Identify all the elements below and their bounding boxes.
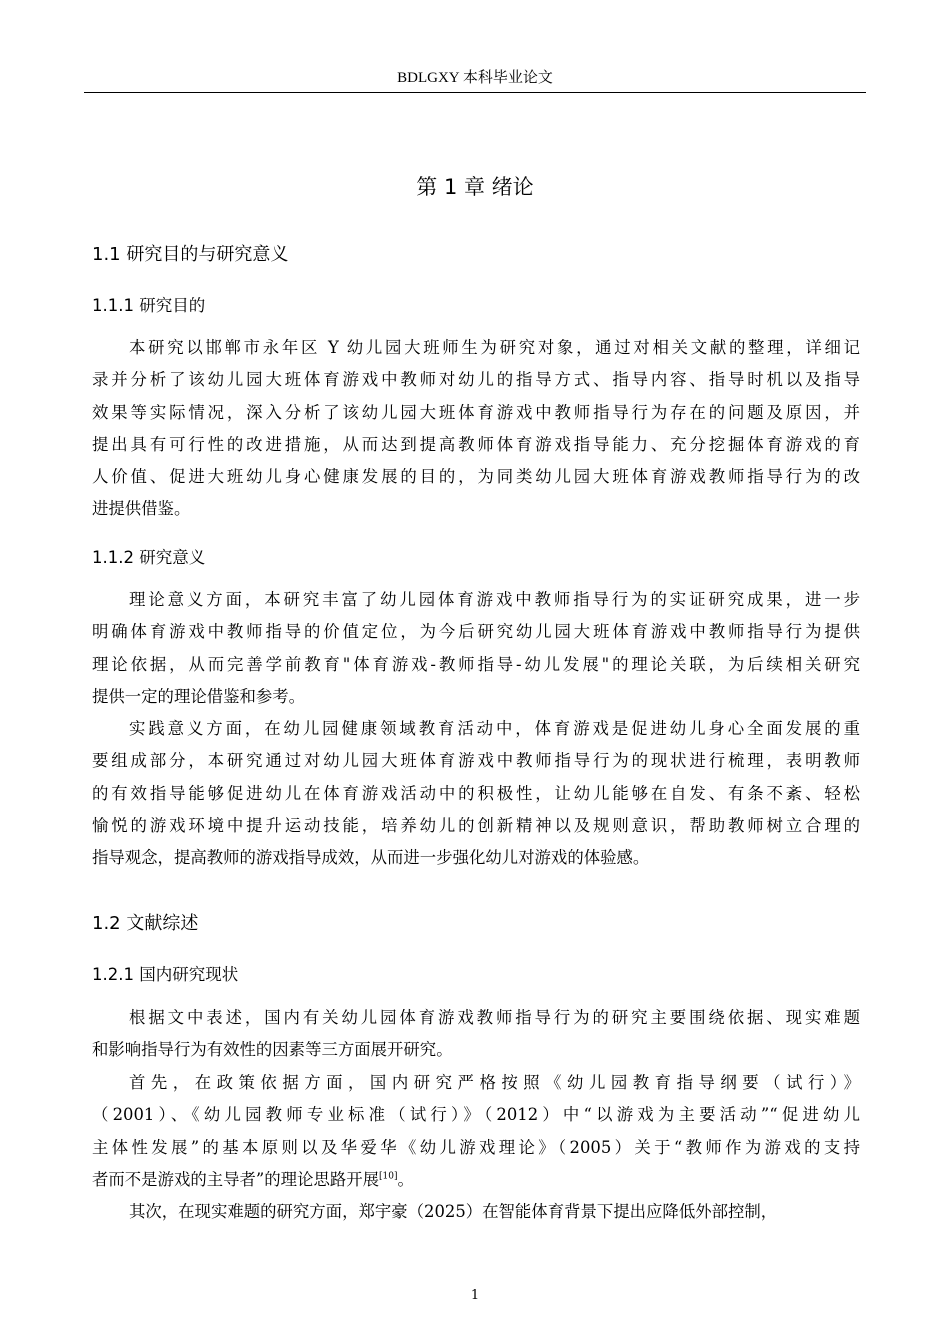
paragraph-line: 效果等实际情况，深入分析了该幼儿园大班体育游戏中教师指导行为存在的问题及原因，并 (92, 402, 860, 422)
paragraph-line (92, 1164, 860, 1196)
paragraph-line: 愉悦的游戏环境中提升运动技能，培养幼儿的创新精神以及规则意识，帮助教师树立合理的 (92, 815, 860, 835)
paragraph-line: 提出具有可行性的改进措施，从而达到提高教师体育游戏指导能力、充分挖掘体育游戏的育 (92, 434, 860, 454)
paragraph-line: 明确体育游戏中教师指导的价值定位，为今后研究幼儿园大班体育游戏中教师指导行为提供 (92, 622, 860, 642)
section-heading-1-1: 1.1 研究目的与研究意义 (92, 244, 289, 265)
paragraph-line: （2001）、《幼儿园教师专业标准（试行）》（2012）中“以游戏为主要活动”“促进幼儿 (92, 1105, 860, 1125)
header-title: BDLGXY 本科毕业论文 (397, 70, 553, 86)
paragraph-theoretical-significance (92, 584, 860, 713)
paragraph-line: 实践意义方面，在幼儿园健康领域教育活动中，体育游戏是促进幼儿身心全面发展的重 (129, 719, 860, 738)
paragraph-line: 提供一定的理论借鉴和参考。 (92, 686, 306, 706)
page-header (84, 68, 866, 93)
paragraph-line-text: 者而不是游戏的主导者”的理论思路开展 (92, 1169, 380, 1189)
paragraph-line: 人价值、促进大班幼儿身心健康发展的目的，为同类幼儿园大班体育游戏教师指导行为的改 (92, 467, 860, 487)
paragraph-practical-significance (92, 713, 860, 874)
chapter-title: 第 1 章 绪论 (416, 175, 534, 199)
paragraph-line: 和影响指导行为有效性的因素等三方面展开研究。 (92, 1040, 453, 1060)
paragraph-domestic-intro (92, 1002, 860, 1067)
section-heading-1-1-2: 1.1.2 研究意义 (92, 548, 206, 567)
section-heading-1-2: 1.2 文献综述 (92, 913, 199, 934)
paragraph-line: 本研究以邯郸市永年区 Y 幼儿园大班师生为研究对象，通过对相关文献的整理，详细记 (129, 338, 860, 357)
paragraph-line: 首先，在政策依据方面，国内研究严格按照《幼儿园教育指导纲要（试行）》 (129, 1073, 860, 1092)
page-number: 1 (470, 1288, 480, 1303)
paragraph-line: 指导观念，提高教师的游戏指导成效，从而进一步强化幼儿对游戏的体验感。 (92, 848, 650, 868)
paragraph-research-purpose (92, 332, 860, 526)
paragraph-line-end: 。 (397, 1169, 414, 1189)
paragraph-line: 其次，在现实难题的研究方面，郑宇豪（2025）在智能体育背景下提出应降低外部控制， (129, 1202, 778, 1221)
section-heading-1-2-1: 1.2.1 国内研究现状 (92, 965, 239, 984)
paragraph-line: 根据文中表述，国内有关幼儿园体育游戏教师指导行为的研究主要围绕依据、现实难题 (129, 1008, 860, 1027)
paragraph-line: 录并分析了该幼儿园大班体育游戏中教师对幼儿的指导方式、指导内容、指导时机以及指导 (92, 370, 860, 390)
paragraph-practical-difficulties (92, 1196, 860, 1228)
citation-marker: [10] (379, 1171, 398, 1182)
paragraph-line: 要组成部分，本研究通过对幼儿园大班体育游戏中教师指导行为的现状进行梳理，表明教师 (92, 751, 860, 771)
section-heading-1-1-1: 1.1.1 研究目的 (92, 296, 206, 315)
paragraph-line: 的有效指导能够促进幼儿在体育游戏活动中的积极性，让幼儿能够在自发、有条不紊、轻松 (92, 783, 860, 803)
paragraph-line: 理论依据，从而完善学前教育"体育游戏-教师指导-幼儿发展"的理论关联，为后续相关研究 (92, 654, 860, 674)
paragraph-line: 主体性发展”的基本原则以及华爱华《幼儿游戏理论》（2005）关于“教师作为游戏的支持 (92, 1137, 860, 1157)
paragraph-line: 理论意义方面，本研究丰富了幼儿园体育游戏中教师指导行为的实证研究成果，进一步 (129, 590, 860, 609)
paragraph-policy-basis (92, 1067, 860, 1196)
paragraph-line: 进提供借鉴。 (92, 499, 191, 519)
